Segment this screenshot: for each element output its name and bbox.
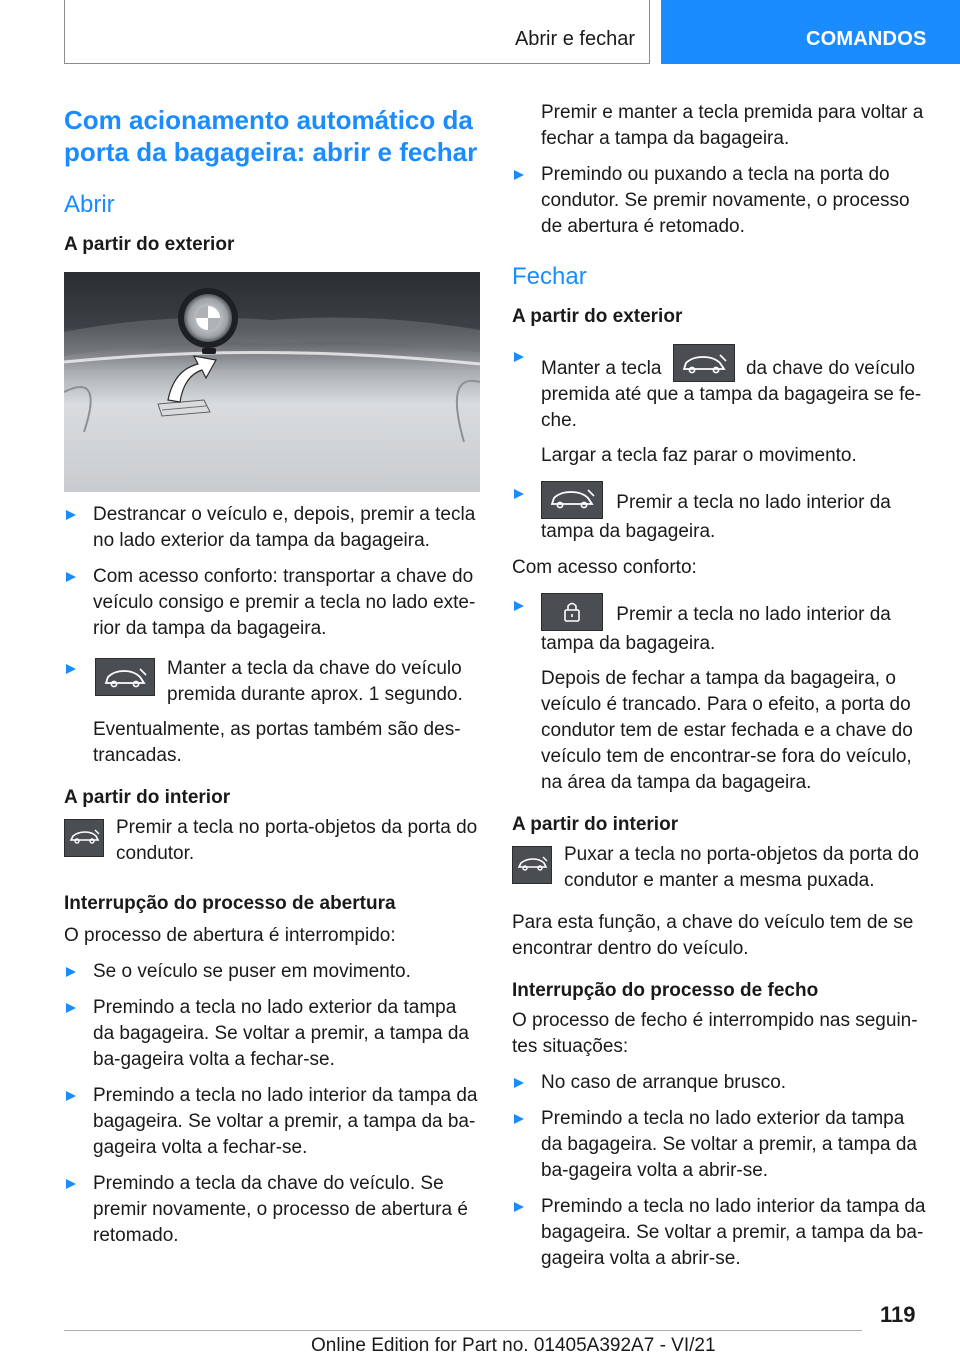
list-item: Premindo a tecla no lado exterior da tampa da bagageira. Se voltar a premir, a tampa da ba-gageira volta a fechar-se. <box>64 995 480 1073</box>
car-key-tailgate-button-icon <box>95 658 155 696</box>
footer-edition: Online Edition for Part no. 01405A392A7 - VI/21 <box>311 1335 716 1356</box>
subheading-from-outside: A partir do exterior <box>64 234 235 255</box>
list-item: Destrancar o veículo e, depois, premir a tecla no lado exterior da tampa da bagageira. <box>64 502 480 554</box>
interruption-intro: O processo de fecho é interrompido nas seguin-tes situações: <box>512 1010 918 1057</box>
header-section-box <box>64 0 650 64</box>
chapter-tab-label: COMANDOS <box>806 28 927 50</box>
heading-open: Abrir <box>64 191 115 218</box>
list-item: Premir a tecla no lado interior da tampa da bagageira. Depois de fechar a tampa da bagageira, o veículo é trancado. Para o efeito, a porta do condutor tem de estar fechada e a chave do veículo tem de encontrar-se fora do veículo, na área da tampa da bagageira. <box>512 593 930 796</box>
list-item: Se o veículo se puser em movimento. <box>64 959 480 985</box>
subheading-from-inside: A partir do interior <box>512 814 679 835</box>
list-item: No caso de arranque brusco. <box>512 1070 930 1096</box>
list-item: Premindo a tecla no lado interior da tampa da bagageira. Se voltar a premir, a tampa da ba-gageira volta a abrir-se. <box>512 1194 930 1272</box>
list-item-note: Depois de fechar a tampa da bagageira, o veículo é trancado. Para o efeito, a porta do condutor tem de estar fechada e a chave do veículo tem de encontrar-se fora do veículo, na área da tampa da bagageira. <box>541 668 913 793</box>
inside-instruction: Puxar a tecla no porta-objetos da porta do condutor e manter a mesma puxada. <box>512 842 930 894</box>
list-item: Premindo ou puxando a tecla na porta do condutor. Se premir novamente, o processo de abertura é retomado. <box>512 162 930 240</box>
list-item: Premindo a tecla no lado exterior da tampa da bagageira. Se voltar a premir, a tampa da ba-gageira volta a abrir-se. <box>512 1106 930 1184</box>
list-item: Manter a tecla da chave do veículo premida durante aprox. 1 segundo. Eventualmente, as portas também são des-trancadas. <box>64 656 480 769</box>
list-item-note: Largar a tecla faz parar o movimento. <box>541 445 857 466</box>
list-item: Premindo a tecla da chave do veículo. Se premir novamente, o processo de abertura é retomado. <box>64 1171 480 1249</box>
section-title: Abrir e fechar <box>514 28 635 50</box>
tailgate-inner-button-icon <box>541 481 603 519</box>
list-item: Manter a tecla da chave do veículo premida até que a tampa da bagageira se fe-che. Largar a tecla faz parar o movimento. <box>512 344 930 469</box>
interruption-intro: O processo de abertura é interrompido: <box>64 925 396 946</box>
page-number: 119 <box>880 1302 916 1327</box>
list-item: Premindo a tecla no lado interior da tampa da bagageira. Se voltar a premir, a tampa da ba-gageira volta a fechar-se. <box>64 1083 480 1161</box>
heading-close: Fechar <box>512 263 587 290</box>
car-key-tailgate-button-icon <box>673 344 735 382</box>
list-item: Premir a tecla no lado interior da tampa da bagageira. <box>512 481 930 545</box>
door-tailgate-button-icon <box>64 819 104 857</box>
footer-divider <box>64 1330 862 1331</box>
list-item-note: Eventualmente, as portas também são des-trancadas. <box>93 719 461 766</box>
list-item: Com acesso conforto: transportar a chave do veículo consigo e premir a tecla no lado exte-rior da tampa da bagageira. <box>64 564 480 642</box>
door-tailgate-button-icon <box>512 846 552 884</box>
subheading-from-outside: A partir do exterior <box>512 306 683 327</box>
subheading-open-interruption: Interrupção do processo de abertura <box>64 893 396 914</box>
comfort-access-label: Com acesso conforto: <box>512 557 697 578</box>
function-note: Para esta função, a chave do veículo tem de se encontrar dentro do veículo. <box>512 912 914 959</box>
chapter-tab <box>661 0 960 64</box>
left-column <box>64 100 480 1249</box>
inside-instruction: Premir a tecla no porta-objetos da porta do condutor. <box>64 815 480 867</box>
continued-text: Premir e manter a tecla premida para voltar a fechar a tampa da bagageira. <box>541 102 924 149</box>
subheading-from-inside: A partir do interior <box>64 787 231 808</box>
right-column <box>512 100 930 1272</box>
lock-button-icon <box>541 593 603 631</box>
subheading-close-interruption: Interrupção do processo de fecho <box>512 980 819 1001</box>
tailgate-button-photo <box>64 272 480 492</box>
page-title: Com acionamento automático da porta da bagageira: abrir e fechar <box>64 105 478 167</box>
